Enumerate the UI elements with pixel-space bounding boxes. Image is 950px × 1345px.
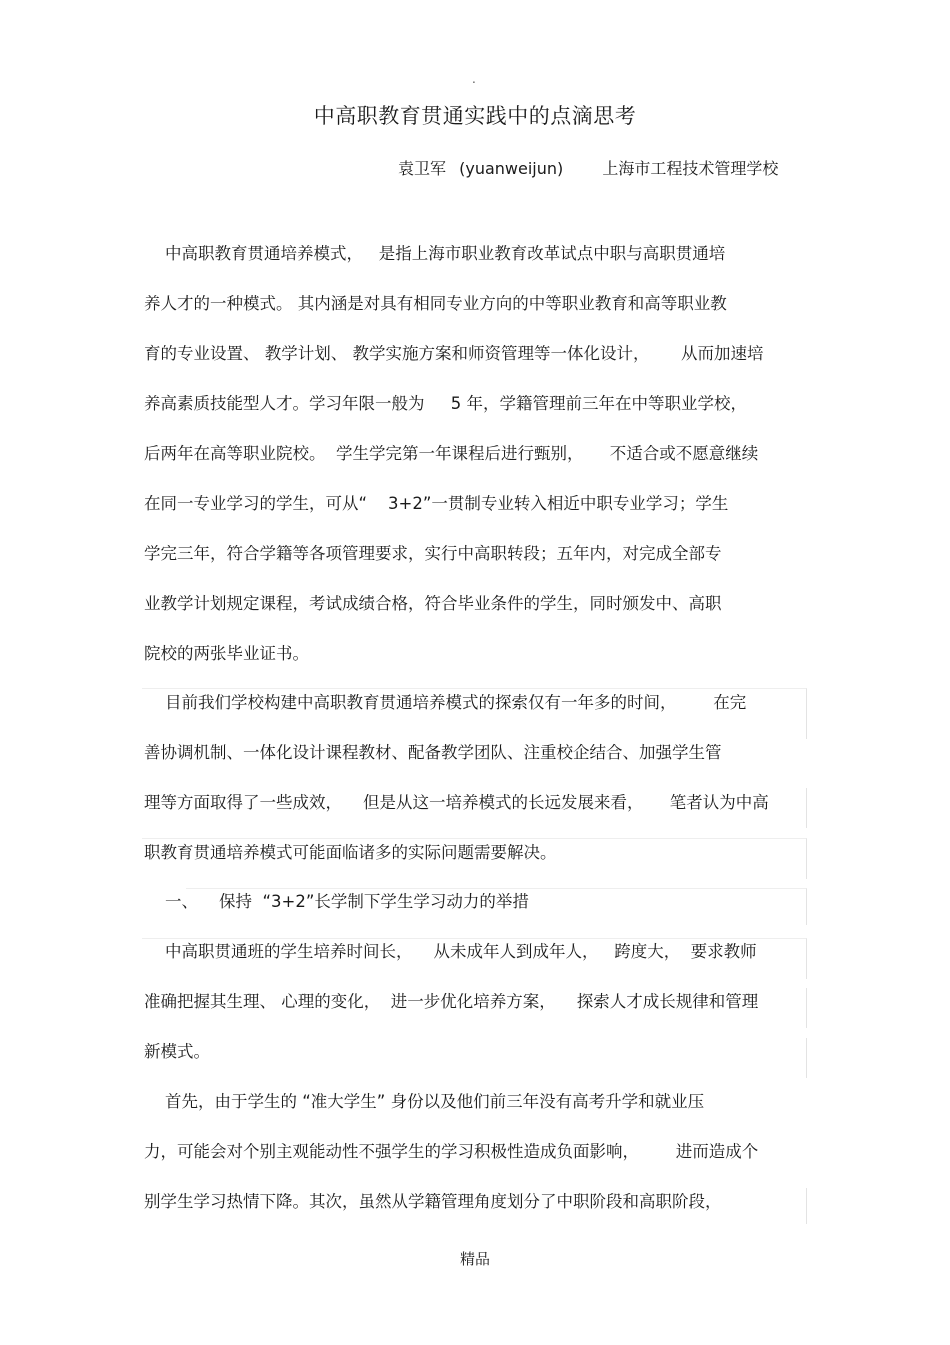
scan-frame (142, 1038, 807, 1078)
byline (398, 156, 778, 179)
body-line: 中高职教育贯通培养模式， 是指上海市职业教育改革试点中职与高职贯通培 (144, 244, 726, 263)
body-line: 育的专业设置、 教学计划、 教学实施方案和师资管理等一体化设计， 从而加速培 (144, 344, 764, 363)
page-footer: 精品 (459, 1250, 490, 1268)
body-line: 职教育贯通培养模式可能面临诸多的实际问题需要解决。 (144, 843, 557, 862)
body-line: 首先，由于学生的 “准大学生” 身份以及他们前三年没有高考升学和就业压 (144, 1092, 705, 1111)
body-line: 别学生学习热情下降。其次，虽然从学籍管理角度划分了中职阶段和高职阶段， (144, 1192, 722, 1211)
body-line: 目前我们学校构建中高职教育贯通培养模式的探索仅有一年多的时间， 在完 (144, 693, 747, 712)
body-line: 中高职贯通班的学生培养时间长， 从未成年人到成年人， 跨度大， 要求教师 (144, 942, 757, 961)
body-line: 后两年在高等职业院校。 学生学完第一年课程后进行甄别， 不适合或不愿意继续 (144, 444, 759, 463)
body-line: 学完三年，符合学籍等各项管理要求，实行中高职转段；五年内，对完成全部专 (144, 544, 722, 563)
section-heading: 一、 保持 “3+2”长学制下学生学习动力的举措 (144, 892, 529, 911)
body-line: 理等方面取得了一些成效， 但是从这一培养模式的长远发展来看， 笔者认为中高 (144, 793, 769, 812)
author-alias: (yuanweijun) (459, 159, 564, 178)
body-line: 新模式。 (144, 1042, 210, 1061)
body-line: 力，可能会对个别主观能动性不强学生的学习积极性造成负面影响， 进而造成个 (144, 1142, 759, 1161)
document-title: 中高职教育贯通实践中的点滴思考 (313, 104, 637, 128)
author-name: 袁卫军 (398, 159, 447, 178)
body-line: 院校的两张毕业证书。 (144, 644, 309, 663)
header-dot: . (472, 72, 476, 86)
body-line: 善协调机制、一体化设计课程教材、配备教学团队、注重校企结合、加强学生管 (144, 743, 722, 762)
body-line: 养高素质技能型人才。学习年限一般为 5 年，学籍管理前三年在中等职业学校， (144, 394, 747, 413)
body-line: 业教学计划规定课程，考试成绩合格，符合毕业条件的学生，同时颁发中、高职 (144, 594, 722, 613)
body-line: 养人才的一种模式。 其内涵是对具有相同专业方向的中等职业教育和高等职业教 (144, 294, 727, 313)
author-affiliation: 上海市工程技术管理学校 (602, 159, 779, 178)
body-line: 在同一专业学习的学生，可从“ 3+2”一贯制专业转入相近中职专业学习；学生 (144, 494, 729, 513)
body-line: 准确把握其生理、 心理的变化， 进一步优化培养方案， 探索人才成长规律和管理 (144, 992, 759, 1011)
